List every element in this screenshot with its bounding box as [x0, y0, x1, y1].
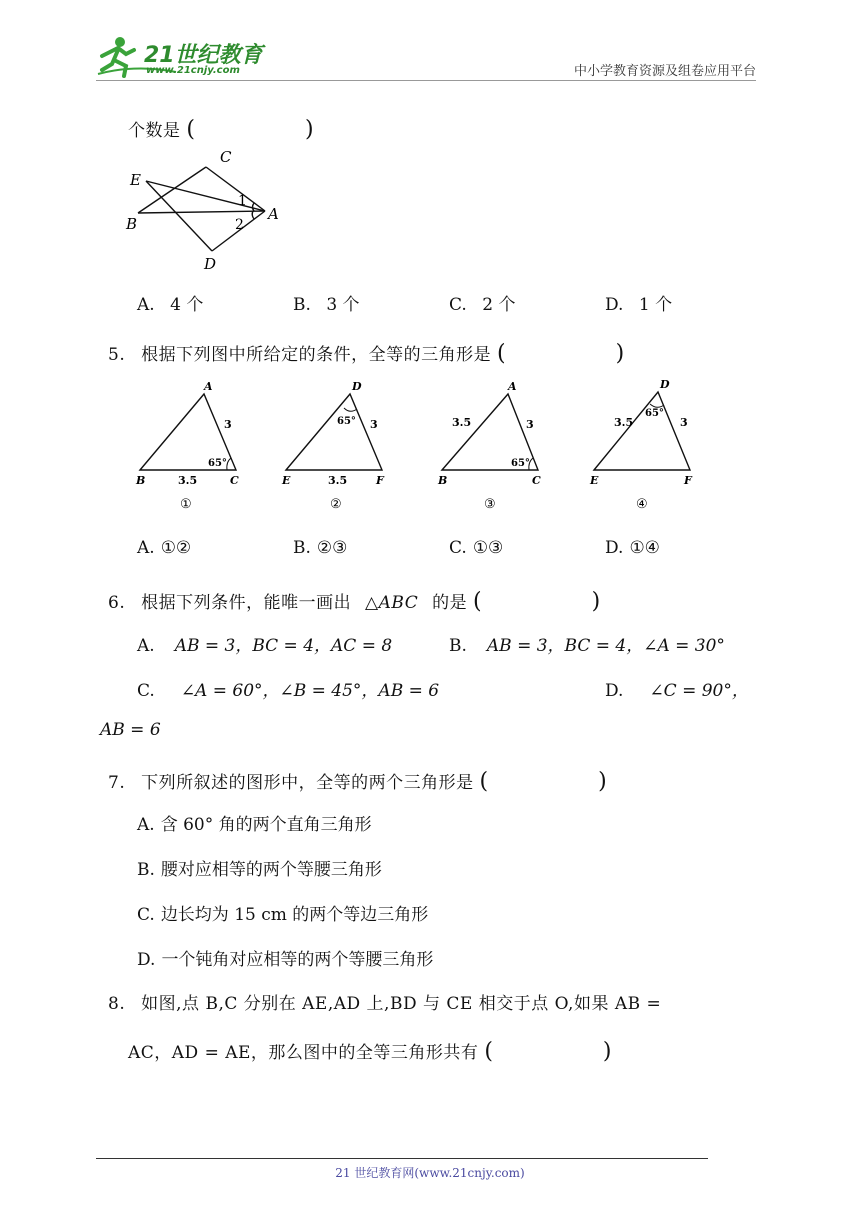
q6-option-c[interactable]: C. ∠A = 60°，∠B = 45°，AB = 6: [137, 681, 440, 701]
svg-text:E: E: [282, 474, 291, 487]
footer-text[interactable]: 21 世纪教育网(www.21cnjy.com): [335, 1166, 525, 1180]
q7-number: 7.: [108, 773, 126, 793]
svg-text:E: E: [590, 474, 599, 487]
site-logo: [96, 34, 266, 80]
angle-arc-1: [253, 203, 255, 211]
svg-text:F: F: [684, 474, 692, 487]
svg-text:B: B: [136, 474, 146, 487]
q4-figure: [120, 145, 290, 273]
header-tagline: 中小学教育资源及组卷应用平台: [573, 64, 756, 79]
svg-text:65°: 65°: [337, 416, 356, 427]
svg-text:C: C: [230, 474, 239, 487]
q5-figure-3: [437, 380, 541, 512]
svg-text:C: C: [532, 474, 541, 487]
label-D: D: [204, 255, 217, 273]
q5-number: 5.: [108, 345, 126, 365]
angle-arc-2: [252, 211, 254, 219]
label-angle-2: 2: [235, 217, 244, 233]
q6-number: 6.: [108, 593, 126, 613]
q7-option-b[interactable]: B. 腰对应相等的两个等腰三角形: [137, 860, 382, 880]
q5-option-d[interactable]: D. ①④: [605, 538, 660, 558]
q5-figure-2: [281, 380, 385, 512]
svg-text:3: 3: [370, 418, 378, 431]
svg-text:3.5: 3.5: [614, 416, 634, 429]
q5-answer-paren[interactable]: ( ): [497, 341, 647, 366]
label-angle-1: 1: [238, 193, 247, 209]
svg-text:①: ①: [180, 497, 192, 512]
label-C: C: [220, 148, 232, 166]
q6-text2: 的是: [432, 593, 468, 613]
q6-option-d-cont: AB = 6: [100, 720, 161, 740]
q7-option-c[interactable]: C. 边长均为 15 cm 的两个等边三角形: [137, 905, 429, 925]
q4-option-b[interactable]: B. 3 个: [293, 295, 360, 315]
q8-number: 8.: [108, 994, 126, 1014]
q6-option-a[interactable]: A. AB = 3，BC = 4，AC = 8: [137, 636, 393, 656]
seg-ED: [146, 181, 212, 251]
logo-url: www.21cnjy.com: [146, 65, 240, 76]
q7-text: 下列所叙述的图形中，全等的两个三角形是: [141, 773, 474, 793]
logo-text: 21世纪教育: [144, 43, 263, 68]
seg-CB: [138, 167, 206, 213]
svg-text:65°: 65°: [645, 408, 664, 419]
q4-tail-text: 个数是: [128, 121, 181, 141]
label-A: A: [268, 205, 279, 223]
svg-text:3: 3: [224, 418, 232, 431]
q5-stem: [108, 336, 646, 367]
q6-option-d[interactable]: D. ∠C = 90°，: [605, 681, 749, 701]
footer-divider: [96, 1158, 708, 1159]
q6-option-b[interactable]: B. AB = 3，BC = 4，∠A = 30°: [449, 636, 725, 656]
q5-figures: [128, 376, 728, 512]
svg-text:②: ②: [330, 497, 342, 512]
q5-text: 根据下列图中所给定的条件，全等的三角形是: [141, 345, 492, 365]
q4-tail: [128, 112, 336, 143]
svg-text:③: ③: [484, 497, 496, 512]
q7-stem: [108, 764, 629, 795]
q4-option-c[interactable]: C. 2 个: [449, 295, 516, 315]
svg-text:65°: 65°: [511, 458, 530, 469]
svg-text:D: D: [660, 378, 670, 391]
svg-text:F: F: [376, 474, 384, 487]
svg-text:3: 3: [680, 416, 688, 429]
svg-text:A: A: [204, 380, 213, 393]
svg-text:65°: 65°: [208, 458, 227, 469]
q7-answer-paren[interactable]: ( ): [479, 769, 629, 794]
q8-stem-line1: [108, 989, 661, 1014]
q8-answer-paren[interactable]: ( ): [484, 1039, 634, 1064]
q5-figure-4: [589, 378, 693, 512]
svg-text:B: B: [438, 474, 448, 487]
seg-BA: [138, 211, 265, 213]
q8-stem-line2: [128, 1034, 634, 1065]
q4-option-a[interactable]: A. 4 个: [137, 295, 204, 315]
q5-option-b[interactable]: B. ②③: [293, 538, 348, 558]
q5-figure-1: [135, 380, 239, 512]
header-divider: [96, 80, 756, 81]
svg-text:A: A: [508, 380, 517, 393]
q6-answer-paren[interactable]: ( ): [473, 589, 623, 614]
svg-text:3: 3: [526, 418, 534, 431]
svg-text:3.5: 3.5: [178, 474, 198, 487]
q8-text-line2: AC，AD = AE，那么图中的全等三角形共有: [128, 1043, 479, 1063]
seg-CA: [206, 167, 265, 211]
q7-option-d[interactable]: D. 一个钝角对应相等的两个等腰三角形: [137, 950, 434, 970]
q6-triangle: △ABC: [365, 593, 419, 613]
svg-text:④: ④: [636, 497, 648, 512]
svg-text:3.5: 3.5: [452, 416, 472, 429]
q5-option-c[interactable]: C. ①③: [449, 538, 504, 558]
q6-stem: [108, 584, 622, 615]
q6-text: 根据下列条件，能唯一画出: [141, 593, 352, 613]
label-B: B: [126, 215, 138, 233]
q8-text-line1: 如图,点 B,C 分别在 AE,AD 上,BD 与 CE 相交于点 O,如果 AB =: [141, 994, 662, 1014]
label-E: E: [130, 171, 141, 189]
q4-option-d[interactable]: D. 1 个: [605, 295, 673, 315]
svg-text:3.5: 3.5: [328, 474, 348, 487]
svg-text:D: D: [352, 380, 362, 393]
q5-option-a[interactable]: A. ①②: [137, 538, 192, 558]
q7-option-a[interactable]: A. 含 60° 角的两个直角三角形: [137, 815, 372, 835]
q4-answer-paren[interactable]: ( ): [186, 117, 336, 142]
